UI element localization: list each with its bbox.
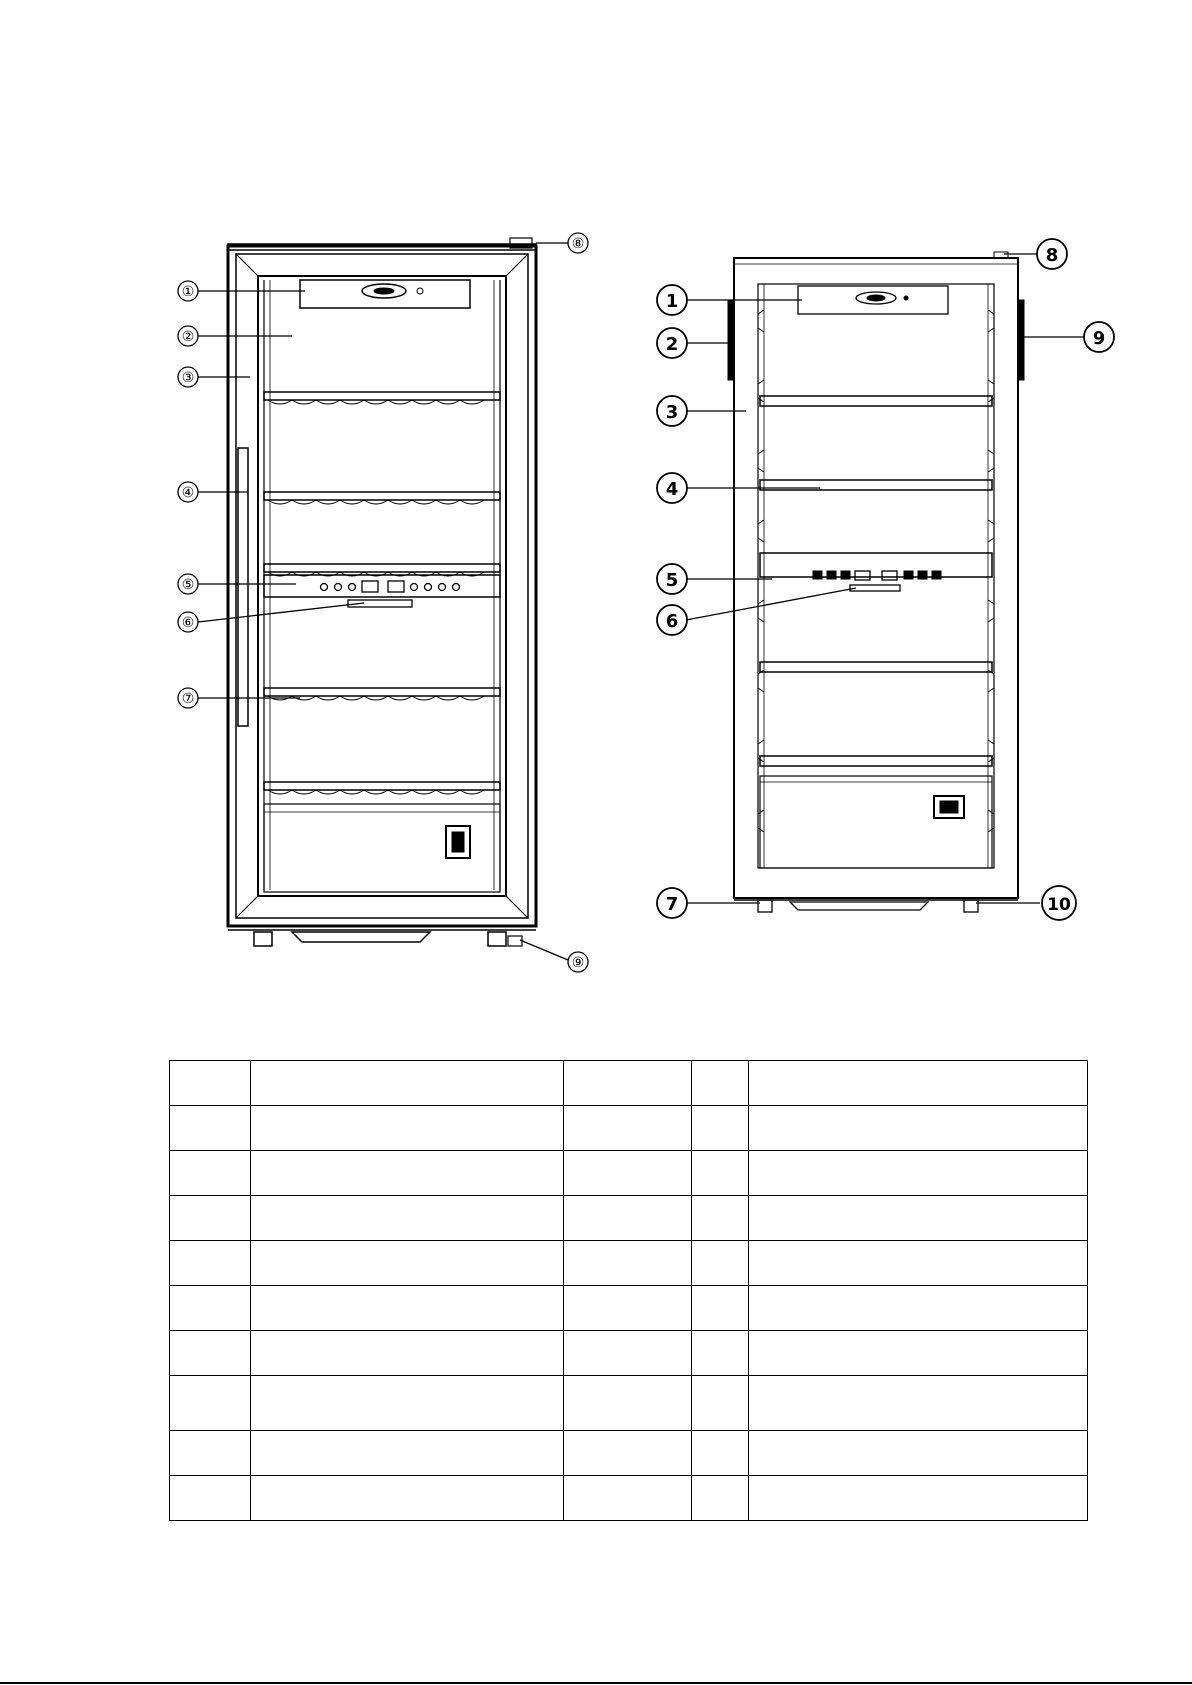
table-cell	[564, 1476, 692, 1521]
table-cell	[692, 1286, 749, 1331]
table-cell	[170, 1241, 251, 1286]
table-row	[170, 1431, 1088, 1476]
table-cell	[564, 1196, 692, 1241]
table-row	[170, 1476, 1088, 1521]
table-cell	[692, 1241, 749, 1286]
table-cell	[564, 1151, 692, 1196]
right-callout-10	[1042, 886, 1076, 920]
table-cell	[170, 1196, 251, 1241]
table-row	[170, 1286, 1088, 1331]
table-cell	[749, 1106, 1088, 1151]
svg-text:⑥: ⑥	[181, 615, 195, 631]
table-cell	[170, 1106, 251, 1151]
right-callout-2	[657, 328, 687, 358]
table-cell	[749, 1476, 1088, 1521]
table-cell	[749, 1061, 1088, 1106]
svg-text:2: 2	[665, 334, 679, 355]
table-cell	[692, 1196, 749, 1241]
svg-text:③: ③	[181, 370, 195, 386]
svg-text:4: 4	[665, 479, 679, 500]
table-cell	[564, 1431, 692, 1476]
right-fridge-drawing	[728, 252, 1024, 912]
table-cell	[564, 1106, 692, 1151]
table-cell	[749, 1241, 1088, 1286]
left-callout-7	[178, 688, 198, 708]
table-row	[170, 1376, 1088, 1431]
right-callout-4	[657, 473, 687, 503]
table-cell	[251, 1106, 564, 1151]
svg-text:8: 8	[1045, 245, 1059, 266]
left-callout-5	[178, 574, 198, 594]
svg-text:1: 1	[665, 291, 679, 312]
table-row	[170, 1151, 1088, 1196]
left-callout-2	[178, 326, 198, 346]
right-callout-5	[657, 564, 687, 594]
table-cell	[692, 1061, 749, 1106]
table-cell	[170, 1476, 251, 1521]
table-cell	[564, 1376, 692, 1431]
right-callout-1	[657, 285, 687, 315]
svg-text:5: 5	[665, 570, 679, 591]
table-cell	[692, 1376, 749, 1431]
table-cell	[251, 1376, 564, 1431]
svg-text:①: ①	[181, 284, 195, 300]
table-cell	[251, 1196, 564, 1241]
right-callout-8	[1037, 239, 1067, 269]
table-cell	[692, 1331, 749, 1376]
right-callout-9	[1084, 322, 1114, 352]
left-fridge-drawing	[228, 238, 536, 946]
table-cell	[251, 1331, 564, 1376]
table-row	[170, 1061, 1088, 1106]
table-row	[170, 1241, 1088, 1286]
svg-text:⑨: ⑨	[571, 955, 585, 971]
table-cell	[749, 1431, 1088, 1476]
table-cell	[251, 1431, 564, 1476]
svg-text:⑦: ⑦	[181, 691, 195, 707]
left-callout-8	[568, 233, 588, 253]
left-callout-9	[568, 952, 588, 972]
table-cell	[749, 1331, 1088, 1376]
table-cell	[692, 1431, 749, 1476]
svg-text:3: 3	[665, 402, 679, 423]
svg-text:⑤: ⑤	[181, 577, 195, 593]
page-bottom-rule	[0, 1682, 1192, 1684]
left-callout-1	[178, 281, 198, 301]
right-callout-3	[657, 396, 687, 426]
table-row	[170, 1331, 1088, 1376]
table-cell	[692, 1476, 749, 1521]
right-callout-7	[657, 888, 687, 918]
svg-text:⑧: ⑧	[571, 236, 585, 252]
table-cell	[749, 1196, 1088, 1241]
svg-text:④: ④	[181, 485, 195, 501]
table-row	[170, 1106, 1088, 1151]
table-cell	[170, 1061, 251, 1106]
table-cell	[749, 1286, 1088, 1331]
table-cell	[170, 1286, 251, 1331]
left-callout-4	[178, 482, 198, 502]
table-cell	[251, 1151, 564, 1196]
table-cell	[251, 1476, 564, 1521]
svg-text:7: 7	[665, 894, 679, 915]
table-cell	[564, 1061, 692, 1106]
table-cell	[170, 1331, 251, 1376]
left-callout-3	[178, 367, 198, 387]
table-cell	[749, 1376, 1088, 1431]
table-cell	[564, 1286, 692, 1331]
svg-text:②: ②	[181, 329, 195, 345]
svg-text:10: 10	[1047, 895, 1071, 915]
table-cell	[170, 1376, 251, 1431]
table-cell	[692, 1151, 749, 1196]
svg-text:9: 9	[1092, 328, 1106, 349]
table-cell	[251, 1241, 564, 1286]
table-cell	[692, 1106, 749, 1151]
table-cell	[251, 1061, 564, 1106]
right-callout-6	[657, 605, 687, 635]
table-cell	[749, 1151, 1088, 1196]
table-cell	[564, 1241, 692, 1286]
table-cell	[564, 1331, 692, 1376]
table-row	[170, 1196, 1088, 1241]
table-cell	[170, 1431, 251, 1476]
table-cell	[170, 1151, 251, 1196]
left-callouts	[178, 233, 588, 972]
parts-table	[169, 1060, 1088, 1521]
table-cell	[251, 1286, 564, 1331]
left-callout-6	[178, 612, 198, 632]
svg-text:6: 6	[665, 611, 679, 632]
